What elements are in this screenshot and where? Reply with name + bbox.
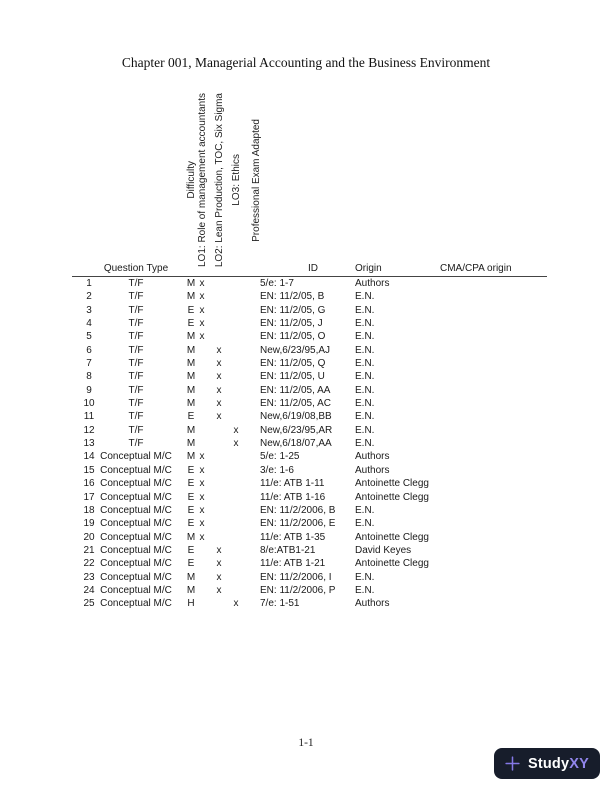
cell-num: 25 (83, 598, 95, 610)
cell-type: Conceptual M/C (100, 558, 172, 570)
cell-id: EN: 11/2/05, O (260, 331, 326, 343)
cell-num: 15 (83, 464, 95, 476)
logo-text-study: Study (527, 755, 570, 772)
cell-origin: David Keyes (355, 544, 412, 556)
cell-lo2: x (216, 571, 222, 583)
cell-num: 13 (83, 438, 95, 450)
page-number: 1-1 (298, 737, 314, 749)
rotated-header-label: Professional Exam Adapted (250, 118, 262, 242)
cell-id: 5/e: 1-7 (260, 278, 294, 289)
cell-diff: M (186, 331, 196, 343)
cell-lo2: x (216, 398, 222, 410)
cell-type: Conceptual M/C (100, 464, 172, 476)
table-row (0, 330, 612, 343)
cell-diff: M (186, 344, 196, 356)
logo-text (528, 756, 589, 772)
cell-lo3: x (233, 424, 239, 436)
cell-origin: Antoinette Clegg (355, 558, 429, 570)
cell-id: EN: 11/2/05, G (260, 304, 326, 316)
table-row (0, 571, 612, 584)
cell-num: 18 (83, 504, 95, 516)
cell-lo3: x (233, 598, 239, 610)
cell-lo1: x (199, 491, 205, 503)
cell-id: 11/e: ATB 1-11 (260, 478, 325, 490)
cell-type: T/F (128, 371, 144, 383)
cell-type: T/F (128, 438, 144, 450)
cell-diff: M (186, 278, 196, 289)
rotated-header-label: LO3: Ethics (230, 154, 242, 206)
table-row (0, 557, 612, 570)
table-row (0, 531, 612, 544)
cell-diff: E (187, 318, 195, 330)
cell-type: Conceptual M/C (100, 584, 172, 596)
cell-type: Conceptual M/C (100, 531, 172, 543)
cell-id: EN: 11/2/05, U (260, 371, 325, 383)
table-row (0, 397, 612, 410)
cell-origin: E.N. (355, 371, 375, 383)
cell-diff: M (186, 371, 196, 383)
table-row (0, 504, 612, 517)
cell-diff: E (187, 478, 195, 490)
table-row (0, 304, 612, 317)
cell-origin: E.N. (355, 344, 375, 356)
cell-type: T/F (128, 278, 144, 289)
cell-id: New,6/18/07,AA (260, 438, 332, 450)
table-row (0, 517, 612, 530)
cell-diff: H (187, 598, 195, 610)
cell-diff: E (187, 518, 195, 530)
cell-type: T/F (128, 411, 144, 423)
cell-origin: E.N. (355, 331, 375, 343)
cell-type: T/F (128, 318, 144, 330)
cell-num: 23 (83, 571, 95, 583)
cell-num: 24 (83, 584, 95, 596)
cell-origin: E.N. (355, 438, 375, 450)
cell-id: New,6/23/95,AR (260, 424, 333, 436)
cell-num: 21 (83, 544, 95, 556)
cell-lo2: x (216, 411, 222, 423)
col-header-question-type: Question Type (103, 263, 169, 274)
cell-id: EN: 11/2/05, J (260, 318, 323, 330)
cell-num: 3 (86, 304, 92, 316)
cell-origin: E.N. (355, 291, 375, 303)
cell-id: 5/e: 1-25 (260, 451, 300, 463)
cell-type: Conceptual M/C (100, 478, 172, 490)
cell-diff: E (187, 558, 195, 570)
cell-type: Conceptual M/C (100, 544, 172, 556)
cell-num: 8 (86, 371, 92, 383)
cell-num: 6 (86, 344, 92, 356)
cell-num: 19 (83, 518, 95, 530)
cell-lo1: x (199, 464, 205, 476)
cell-origin: E.N. (355, 424, 375, 436)
cell-origin: E.N. (355, 384, 375, 396)
rotated-header-5 (248, 92, 264, 268)
cell-num: 10 (83, 398, 95, 410)
cell-origin: E.N. (355, 518, 375, 530)
table-row (0, 357, 612, 370)
cell-lo2: x (216, 384, 222, 396)
rotated-header-3 (211, 92, 227, 268)
table-row (0, 424, 612, 437)
cell-id: New,6/19/08,BB (260, 411, 332, 423)
cell-id: EN: 11/2/2006, E (260, 518, 336, 530)
cell-id: 11/e: ATB 1-21 (260, 558, 326, 570)
cell-id: 3/e: 1-6 (260, 464, 294, 476)
cell-num: 16 (83, 478, 95, 490)
cell-num: 7 (86, 358, 92, 370)
rotated-header-label: LO1: Role of management accountants (196, 93, 208, 267)
cell-diff: E (187, 304, 195, 316)
cell-type: T/F (128, 291, 144, 303)
cell-lo1: x (199, 291, 205, 303)
table-row (0, 370, 612, 383)
cell-num: 5 (86, 331, 92, 343)
table-row (0, 437, 612, 450)
cell-lo2: x (216, 544, 222, 556)
table-row (0, 344, 612, 357)
cell-type: T/F (128, 358, 144, 370)
cell-diff: M (186, 438, 196, 450)
table-row (0, 584, 612, 597)
cell-origin: E.N. (355, 318, 375, 330)
cell-id: EN: 11/2/05, AA (260, 384, 331, 396)
col-header-origin: Origin (355, 263, 382, 274)
cell-lo1: x (199, 318, 205, 330)
cell-lo2: x (216, 558, 222, 570)
table-row (0, 384, 612, 397)
cell-lo2: x (216, 371, 222, 383)
cell-num: 1 (86, 278, 92, 289)
cell-origin: Antoinette Clegg (355, 491, 429, 503)
cell-origin: E.N. (355, 504, 375, 516)
table-row (0, 317, 612, 330)
cell-diff: M (186, 398, 196, 410)
cell-diff: M (186, 571, 196, 583)
cell-type: T/F (128, 304, 144, 316)
cell-diff: M (186, 584, 196, 596)
cell-id: New,6/23/95,AJ (260, 344, 331, 356)
cell-origin: E.N. (355, 358, 375, 370)
cell-origin: Antoinette Clegg (355, 531, 429, 543)
logo-text-xy: XY (569, 755, 589, 772)
rotated-header-label: Difficulty (185, 161, 197, 199)
cell-diff: M (186, 531, 196, 543)
cell-lo1: x (199, 478, 205, 490)
cell-num: 4 (86, 318, 92, 330)
rotated-header-2 (194, 92, 210, 268)
cell-id: 7/e: 1-51 (260, 598, 300, 610)
cell-lo1: x (199, 331, 205, 343)
table-body (0, 277, 612, 611)
cell-num: 11 (83, 411, 95, 423)
cell-lo1: x (199, 278, 205, 289)
cell-id: EN: 11/2/05, Q (260, 358, 326, 370)
cell-id: EN: 11/2/2006, P (260, 584, 336, 596)
cell-diff: M (186, 451, 196, 463)
table-row (0, 477, 612, 490)
cell-origin: E.N. (355, 584, 375, 596)
cell-origin: E.N. (355, 571, 375, 583)
cell-num: 14 (83, 451, 95, 463)
table-row (0, 597, 612, 610)
cell-id: 8/e:ATB1-21 (260, 544, 316, 556)
cell-origin: Authors (355, 278, 390, 289)
cell-diff: E (187, 544, 195, 556)
cell-type: T/F (128, 331, 144, 343)
plus-icon (504, 755, 521, 772)
table-row (0, 410, 612, 423)
table-header-row (0, 263, 612, 276)
cell-type: Conceptual M/C (100, 518, 172, 530)
cell-type: Conceptual M/C (100, 598, 172, 610)
table-row (0, 277, 612, 290)
cell-type: T/F (128, 398, 144, 410)
cell-num: 2 (86, 291, 92, 303)
cell-num: 22 (83, 558, 95, 570)
cell-diff: M (186, 384, 196, 396)
cell-lo2: x (216, 344, 222, 356)
cell-type: Conceptual M/C (100, 571, 172, 583)
cell-num: 12 (83, 424, 95, 436)
studyxy-logo (494, 748, 600, 779)
cell-origin: Authors (355, 464, 390, 476)
cell-diff: M (186, 424, 196, 436)
cell-diff: M (186, 358, 196, 370)
cell-id: EN: 11/2/2006, I (260, 571, 332, 583)
table-row (0, 464, 612, 477)
cell-lo2: x (216, 584, 222, 596)
cell-num: 20 (83, 531, 95, 543)
cell-origin: E.N. (355, 411, 375, 423)
cell-num: 17 (83, 491, 95, 503)
cell-type: T/F (128, 424, 144, 436)
table-row (0, 544, 612, 557)
cell-lo3: x (233, 438, 239, 450)
cell-lo1: x (199, 531, 205, 543)
cell-id: 11/e: ATB 1-16 (260, 491, 326, 503)
cell-type: Conceptual M/C (100, 504, 172, 516)
cell-diff: M (186, 291, 196, 303)
cell-id: EN: 11/2/05, B (260, 291, 325, 303)
cell-type: T/F (128, 344, 144, 356)
cell-id: EN: 11/2/05, AC (260, 398, 331, 410)
cell-diff: E (187, 411, 195, 423)
page-title: Chapter 001, Managerial Accounting and the Business Environment (121, 55, 491, 70)
cell-lo1: x (199, 518, 205, 530)
col-header-cma: CMA/CPA origin (440, 263, 512, 274)
rotated-header-label: LO2: Lean Production, TOC, Six Sigma (213, 92, 225, 268)
cell-type: Conceptual M/C (100, 491, 172, 503)
cell-lo1: x (199, 304, 205, 316)
cell-diff: E (187, 491, 195, 503)
cell-num: 9 (86, 384, 92, 396)
cell-origin: E.N. (355, 304, 375, 316)
cell-origin: Authors (355, 598, 390, 610)
cell-lo2: x (216, 358, 222, 370)
cell-diff: E (187, 464, 195, 476)
cell-id: EN: 11/2/2006, B (260, 504, 336, 516)
cell-id: 11/e: ATB 1-35 (260, 531, 326, 543)
col-header-id: ID (308, 263, 318, 274)
cell-origin: Authors (355, 451, 390, 463)
cell-type: Conceptual M/C (100, 451, 172, 463)
cell-lo1: x (199, 504, 205, 516)
table-row (0, 290, 612, 303)
rotated-header-4 (228, 92, 244, 268)
cell-type: T/F (128, 384, 144, 396)
table-row (0, 491, 612, 504)
table-row (0, 450, 612, 463)
cell-diff: E (187, 504, 195, 516)
cell-origin: Antoinette Clegg (355, 478, 429, 490)
cell-lo1: x (199, 451, 205, 463)
cell-origin: E.N. (355, 398, 375, 410)
